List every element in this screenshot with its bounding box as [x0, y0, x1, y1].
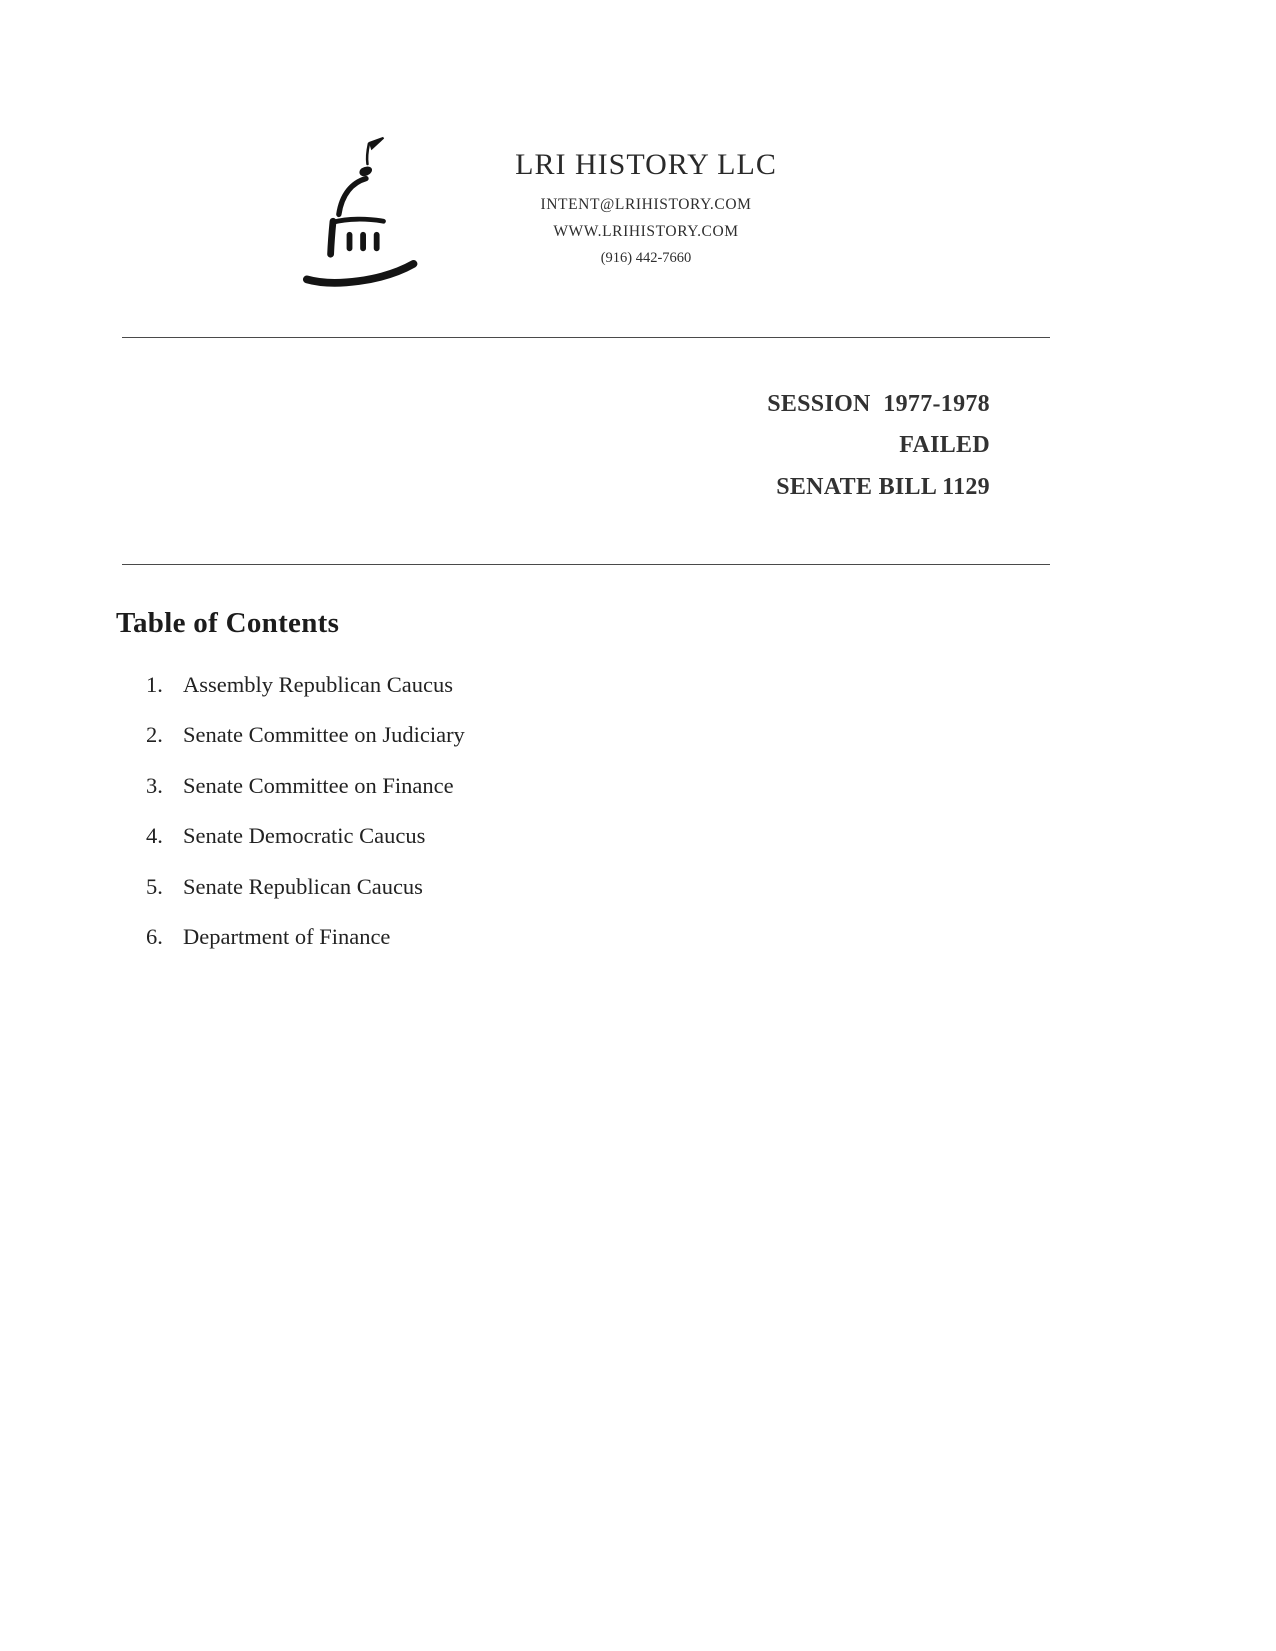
toc-item	[146, 924, 1276, 950]
divider-bottom	[122, 564, 1050, 565]
toc-item-number: 1.	[146, 671, 163, 697]
letterhead	[0, 0, 1276, 297]
capitol-dome-icon	[292, 132, 440, 292]
capitol-logo	[292, 132, 442, 297]
toc-item-label: Department of Finance	[183, 924, 391, 950]
company-phone: (916) 442-7660	[600, 250, 692, 266]
toc-item	[146, 773, 1276, 799]
toc-item-label: Senate Democratic Caucus	[183, 823, 426, 849]
toc-item-label: Senate Committee on Judiciary	[183, 722, 465, 748]
toc-title: Table of Contents	[116, 606, 340, 639]
toc-item-number: 6.	[146, 924, 163, 950]
bill-label: SENATE BILL 1129	[776, 473, 990, 500]
toc-item-label: Senate Republican Caucus	[183, 873, 423, 899]
toc-item-number: 4.	[146, 823, 163, 849]
company-name: LRI HISTORY LLC	[515, 148, 777, 181]
table-of-contents	[116, 607, 1276, 951]
toc-item	[146, 874, 1276, 900]
toc-item-number: 5.	[146, 873, 163, 899]
toc-item	[146, 722, 1276, 748]
toc-item	[146, 672, 1276, 698]
company-email: INTENT@LRIHISTORY.COM	[540, 196, 752, 213]
company-website: WWW.LRIHISTORY.COM	[553, 223, 739, 240]
toc-item-number: 3.	[146, 772, 163, 798]
session-block	[0, 384, 990, 508]
toc-item-number: 2.	[146, 722, 163, 748]
toc-list	[146, 672, 1276, 951]
letterhead-text	[466, 132, 826, 267]
toc-item-label: Senate Committee on Finance	[183, 772, 454, 798]
divider-top	[122, 337, 1050, 338]
session-label: SESSION 1977-1978	[767, 391, 990, 417]
toc-item-label: Assembly Republican Caucus	[183, 671, 453, 697]
toc-item	[146, 823, 1276, 849]
status-label: FAILED	[899, 432, 990, 459]
